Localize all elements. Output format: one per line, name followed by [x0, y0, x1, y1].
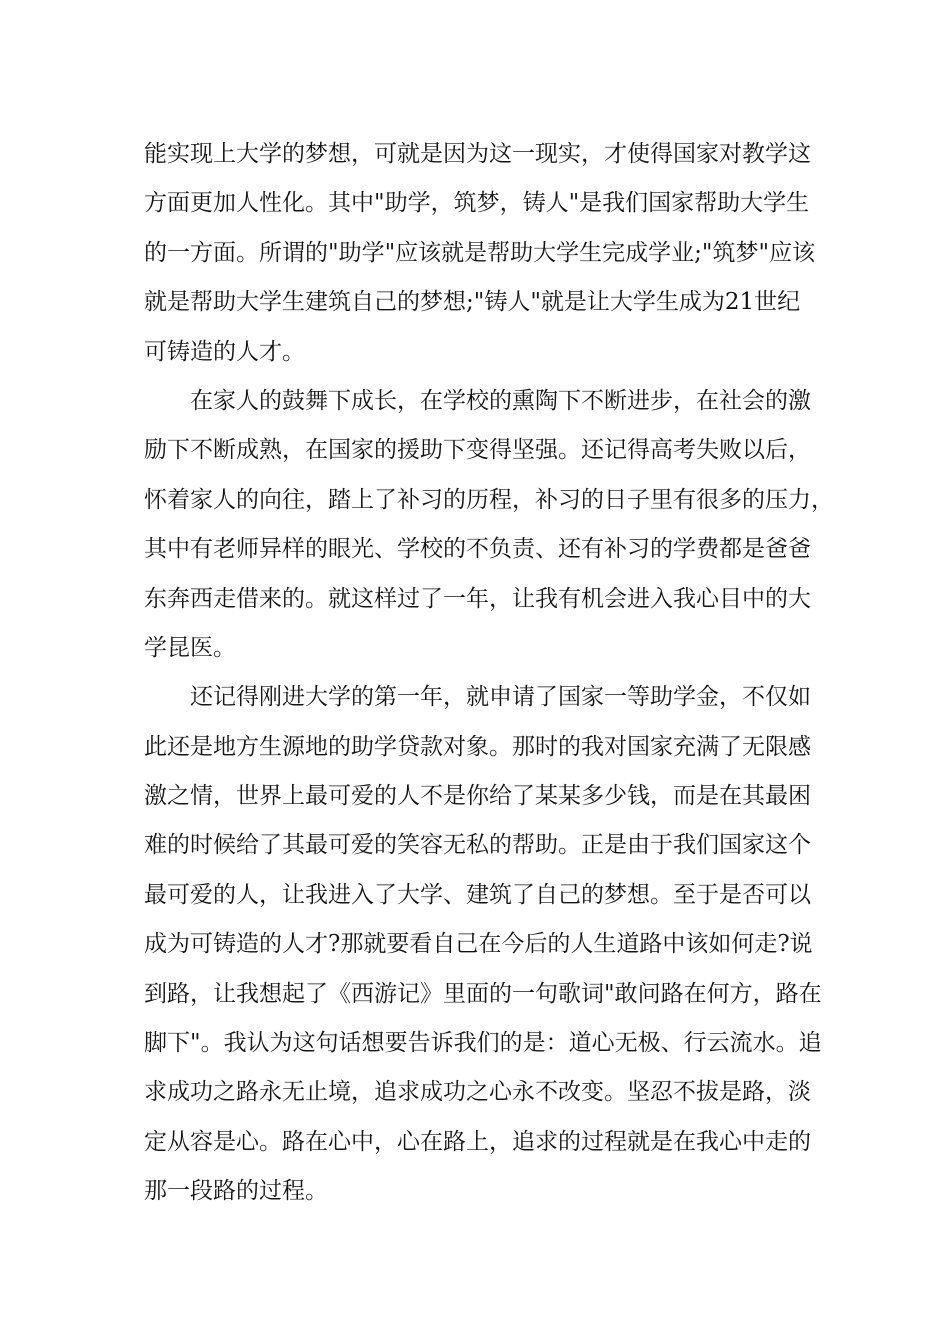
text-line-2: 方面更加人性化。其中"助学，筑梦，铸人"是我们国家帮助大学生	[144, 190, 810, 217]
text-line-19: 脚下"。我认为这句话想要告诉我们的是：道心无极、行云流水。追	[144, 1030, 822, 1057]
text-line-21: 定从容是心。路在心中，心在路上，追求的过程就是在我心中走的	[144, 1128, 811, 1155]
text-line-8: 怀着家人的向往，踏上了补习的历程，补习的日子里有很多的压力，	[144, 486, 834, 513]
text-line-1: 能实现上大学的梦想，可就是因为这一现实，才使得国家对教学这	[144, 141, 811, 167]
text-line-6: 在家人的鼓舞下成长，在学校的熏陶下不断进步，在社会的激	[144, 387, 811, 414]
text-line-3: 的一方面。所谓的"助学"应该就是帮助大学生完成学业;"筑梦"应该	[144, 239, 816, 266]
text-line-20: 求成功之路永无止境，追求成功之心永不改变。坚忍不拔是路，淡	[144, 1079, 811, 1106]
document-body	[144, 130, 834, 1217]
text-line-7: 励下不断成熟，在国家的援助下变得坚强。还记得高考失败以后，	[144, 437, 811, 464]
text-line-13: 此还是地方生源地的助学贷款对象。那时的我对国家充满了无限感	[144, 733, 811, 760]
text-line-14: 激之情，世界上最可爱的人不是你给了某某多少钱，而是在其最困	[144, 783, 811, 810]
text-line-9: 其中有老师异样的眼光、学校的不负责、还有补习的学费都是爸爸	[144, 536, 811, 563]
text-line-5: 可铸造的人才。	[144, 338, 305, 365]
text-line-18: 到路，让我想起了《西游记》里面的一句歌词"敢问路在何方，路在	[144, 980, 822, 1007]
text-line-4: 就是帮助大学生建筑自己的梦想;"铸人"就是让大学生成为21世纪	[144, 289, 801, 316]
text-line-22: 那一段路的过程。	[144, 1178, 328, 1205]
text-line-16: 最可爱的人，让我进入了大学、建筑了自己的梦想。至于是否可以	[144, 881, 811, 908]
text-line-11: 学昆医。	[144, 634, 236, 661]
text-line-12: 还记得刚进大学的第一年，就申请了国家一等助学金，不仅如	[144, 684, 811, 711]
text-line-15: 难的时候给了其最可爱的笑容无私的帮助。正是由于我们国家这个	[144, 832, 811, 859]
text-line-10: 东奔西走借来的。就这样过了一年，让我有机会进入我心目中的大	[144, 585, 811, 612]
text-line-17: 成为可铸造的人才?那就要看自己在今后的人生道路中该如何走?说	[144, 931, 813, 958]
